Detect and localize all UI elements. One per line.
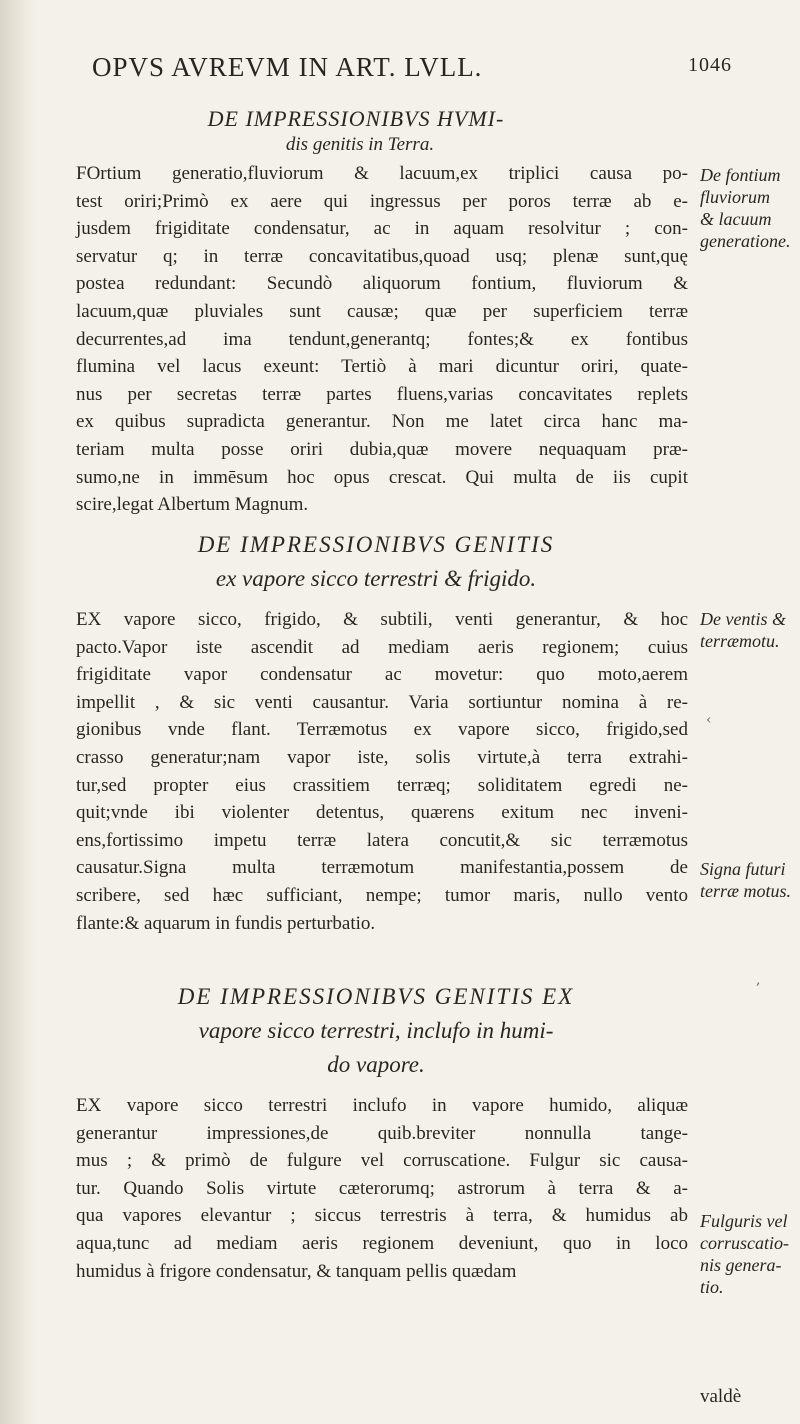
margin-note-line: fluviorum xyxy=(700,187,770,207)
section-3-heading-line-3: do vapore. xyxy=(327,1052,425,1077)
margin-note-line: terræmotu. xyxy=(700,631,780,651)
stray-ink-mark: , xyxy=(756,972,761,988)
text-line: qua vapores elevantur ; siccus terrestris à terra, & humidus ab xyxy=(76,1205,688,1227)
text-line: crasso generatur;nam vapor iste, solis virtute,à terra extrahi- xyxy=(76,746,688,768)
text-line: quit;vnde ibi violenter detentus, quærens exitum nec inveni- xyxy=(76,802,688,824)
margin-note-line: terræ motus. xyxy=(700,881,792,901)
text-line: tur. Quando Solis virtute cæterorumq; astrorum à terra & a- xyxy=(76,1177,688,1199)
text-line: postea redundant: Secundò aliquorum fontium, fluviorum & xyxy=(76,273,688,295)
text-line: decurrentes,ad ima tendunt,generantq; fontes;& ex fontibus xyxy=(76,328,688,350)
text-line: ens,fortissimo impetu terræ latera concutit,& sic terræmotus xyxy=(76,829,688,851)
margin-note-line: De fontium xyxy=(700,165,781,185)
section-2-heading-line-2: ex vapore sicco terrestri & frigido. xyxy=(215,566,537,591)
text-line: tur,sed propter eius crassitiem terræq; soliditatem egredi ne- xyxy=(76,774,688,796)
text-line: nus per secretas terræ partes fluens,varias concavitates replets xyxy=(76,383,688,405)
section-2-margin-note xyxy=(700,608,796,652)
text-line: scribere, sed hæc sufficiant, nempe; tumor maris, nullo vento xyxy=(76,884,688,906)
text-line: FOrtium generatio,fluviorum & lacuum,ex triplici causa po- xyxy=(76,163,688,184)
page-number: 1046 xyxy=(688,54,732,76)
section-2-margin-note-signs xyxy=(700,858,796,902)
margin-note-line: & lacuum xyxy=(700,209,772,229)
section-3-paragraph xyxy=(76,1092,688,1285)
text-line: scire,legat Albertum Magnum. xyxy=(76,494,309,516)
margin-note-line: corruscatio- xyxy=(700,1233,789,1253)
running-head-title: OPVS AVREVM IN ART. LVLL. xyxy=(92,52,483,82)
catchword: valdè xyxy=(700,1386,742,1407)
text-line: teriam multa posse oriri dubia,quæ movere nequaquam præ- xyxy=(76,438,688,460)
text-line: aqua,tunc ad mediam aeris regionem deveniunt, quo in loco xyxy=(76,1232,688,1254)
text-line: test oriri;Primò ex aere qui ingressus per poros terræ ab e- xyxy=(76,190,688,212)
text-line: flante:& aquarum in fundis perturbatio. xyxy=(76,912,376,934)
text-line: gionibus vnde flant. Terræmotus ex vapore sicco, frigido,sed xyxy=(76,719,688,741)
margin-note-line: Signa futuri xyxy=(700,859,786,879)
section-2-heading-line-1: DE IMPRESSIONIBVS GENITIS xyxy=(197,532,555,557)
margin-note-line: De ventis & xyxy=(700,609,786,629)
text-line: EX vapore sicco, frigido, & subtili, venti generantur, & hoc xyxy=(76,609,688,630)
page-gutter-shadow xyxy=(0,0,38,1424)
text-line: ex quibus supradicta generantur. Non me latet circa hanc ma- xyxy=(76,411,688,433)
text-line: jusdem frigiditate condensatur, ac in aquam resolvitur ; con- xyxy=(76,218,688,240)
text-line: causatur.Signa multa terræmotum manifestantia,possem de xyxy=(76,857,688,879)
text-line: mus ; & primò de fulgure vel corruscatione. Fulgur sic causa- xyxy=(76,1150,688,1172)
section-3-heading-line-1: DE IMPRESSIONIBVS GENITIS EX xyxy=(177,984,575,1009)
text-line: lacuum,quæ pluviales sunt causæ; quæ per superficiem terræ xyxy=(76,300,688,322)
text-line: pacto.Vapor iste ascendit ad mediam aeris regionem; cuius xyxy=(76,636,688,658)
margin-note-line: nis genera- xyxy=(700,1255,782,1275)
section-2-paragraph xyxy=(76,606,688,937)
section-3-heading-line-2: vapore sicco terrestri, inclufo in humi- xyxy=(198,1018,554,1043)
section-1-margin-note xyxy=(700,164,796,252)
margin-note-line: Fulguris vel xyxy=(700,1211,788,1231)
text-line: sumo,ne in immēsum hoc opus crescat. Qui multa de iis cupit xyxy=(76,466,688,488)
running-head xyxy=(92,52,732,83)
stray-ink-mark: ‹ xyxy=(706,712,712,728)
section-1-paragraph xyxy=(76,160,688,519)
text-line: servatur q; in terræ concavitatibus,quoad usq; plenæ sunt,quę xyxy=(76,245,688,267)
text-line: flumina vel lacus exeunt: Tertiò à mari dicuntur oriri, quate- xyxy=(76,356,688,378)
text-line: frigiditate vapor condensatur ac movetur: quo moto,aerem xyxy=(76,664,688,686)
margin-note-line: tio. xyxy=(700,1277,724,1297)
text-line: generantur impressiones,de quib.breviter nonnulla tange- xyxy=(76,1122,688,1144)
section-3-margin-note xyxy=(700,1210,796,1298)
section-1-heading-line-1: DE IMPRESSIONIBVS HVMI- xyxy=(207,106,505,131)
text-line: EX vapore sicco terrestri inclufo in vapore humido, aliquæ xyxy=(76,1095,688,1116)
text-line: humidus à frigore condensatur, & tanquam pellis quædam xyxy=(76,1260,517,1282)
text-line: impellit , & sic venti causantur. Varia sortiuntur nomina à re- xyxy=(76,691,688,713)
margin-note-line: generatione. xyxy=(700,231,791,251)
section-1-heading-line-2: dis genitis in Terra. xyxy=(285,134,435,155)
